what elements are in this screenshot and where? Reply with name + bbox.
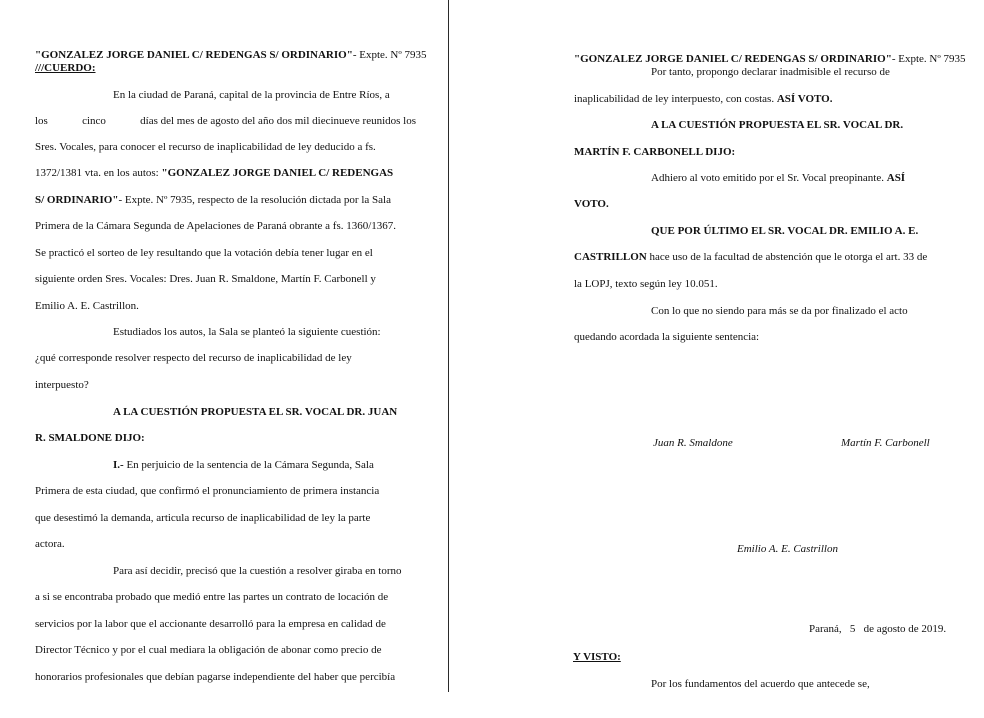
text-line: Estudiados los autos, la Sala se planteó la siguiente cuestión: <box>113 326 381 338</box>
text-line: siguiente orden Sres. Vocales: Dres. Juan R. Smaldone, Martín F. Carbonell y <box>35 273 376 285</box>
text-line: Se practicó el sorteo de ley resultando que la votación debía tener lugar en el <box>35 247 373 259</box>
signature-carbonell: Martín F. Carbonell <box>841 437 930 449</box>
text-run: inaplicabilidad de ley interpuesto, con costas. <box>574 93 777 105</box>
section-number: I.- <box>113 459 124 471</box>
case-expte: - Expte. Nº 7935 <box>352 49 427 61</box>
signature-castrillon: Emilio A. E. Castrillon <box>737 543 838 555</box>
text-line <box>35 166 393 180</box>
text-run: hace uso de la facultad de abstención que le otorga el art. 33 de <box>646 251 928 263</box>
case-title-inline: S/ ORDINARIO" <box>35 194 119 206</box>
text-line: quedando acordada la siguiente sentencia: <box>574 331 760 343</box>
vote-statement: ASÍ <box>886 172 906 184</box>
text-line: servicios por la labor que el accionante desarrolló para la empresa en calidad de <box>35 618 386 630</box>
vocal-name: CASTRILLON <box>574 251 647 263</box>
text-word: días del mes de agosto del año dos mil diecinueve reunidos los <box>140 115 416 127</box>
text-line: Para así decidir, precisó que la cuestión a resolver giraba en torno <box>113 565 402 577</box>
text-run: Adhiero al voto emitido por el Sr. Vocal preopinante. <box>651 172 887 184</box>
case-header <box>35 48 427 62</box>
visto-heading: Y VISTO: <box>573 651 621 663</box>
question-heading: QUE POR ÚLTIMO EL SR. VOCAL DR. EMILIO A. E. <box>651 225 919 237</box>
text-line <box>574 92 832 106</box>
question-heading: A LA CUESTIÓN PROPUESTA EL SR. VOCAL DR. JUAN <box>113 406 398 418</box>
case-title: "GONZALEZ JORGE DANIEL C/ REDENGAS S/ ORDINARIO" <box>574 53 892 65</box>
text-line: Sres. Vocales, para conocer el recurso de inaplicabilidad de ley deducido a fs. <box>35 141 376 153</box>
text-word: los <box>35 115 48 127</box>
document-page-left <box>0 0 448 718</box>
text-line <box>651 171 905 185</box>
text-line: que desestimó la demanda, articula recurso de inaplicabilidad de ley la parte <box>35 512 371 524</box>
acuerdo-heading: ///CUERDO: <box>35 62 96 74</box>
question-heading: A LA CUESTIÓN PROPUESTA EL SR. VOCAL DR. <box>651 119 904 131</box>
signature-smaldone: Juan R. Smaldone <box>653 437 733 449</box>
text-word: cinco <box>82 115 106 127</box>
text-line: a si se encontraba probado que medió entre las partes un contrato de locación de <box>35 591 389 603</box>
text-line: Con lo que no siendo para más se da por finalizado el acto <box>651 305 908 317</box>
text-line <box>35 114 416 128</box>
text-line: honorarios profesionales que debían pagarse independiente del haber que percibía <box>35 671 396 683</box>
text-line: Emilio A. E. Castrillon. <box>35 300 139 312</box>
question-heading: MARTÍN F. CARBONELL DIJO: <box>574 146 736 158</box>
text-line <box>113 458 374 472</box>
case-header <box>574 52 966 66</box>
text-run: 1372/1381 vta. en los autos: <box>35 167 162 179</box>
text-line: Por los fundamentos del acuerdo que antecede se, <box>651 678 870 690</box>
case-expte: - Expte. Nº 7935 <box>891 53 966 65</box>
vote-statement: ASÍ VOTO. <box>776 93 833 105</box>
document-page-right <box>450 0 984 718</box>
text-line: interpuesto? <box>35 379 89 391</box>
text-line: Primera de esta ciudad, que confirmó el pronunciamiento de primera instancia <box>35 485 380 497</box>
text-line: Director Técnico y por el cual mediara la obligación de abonar como precio de <box>35 644 382 656</box>
text-line: En la ciudad de Paraná, capital de la provincia de Entre Ríos, a <box>113 89 390 101</box>
text-line: ¿qué corresponde resolver respecto del recurso de inaplicabilidad de ley <box>35 352 352 364</box>
text-line: Primera de la Cámara Segunda de Apelaciones de Paraná obrante a fs. 1360/1367. <box>35 220 397 232</box>
text-run: - Expte. Nº 7935, respecto de la resolución dictada por la Sala <box>118 194 391 206</box>
text-line: la LOPJ, texto según ley 10.051. <box>574 278 718 290</box>
text-run: En perjuicio de la sentencia de la Cámara Segunda, Sala <box>123 459 374 471</box>
text-line <box>574 250 927 264</box>
case-title: "GONZALEZ JORGE DANIEL C/ REDENGAS S/ ORDINARIO" <box>35 49 353 61</box>
text-line <box>35 193 391 207</box>
text-line: actora. <box>35 538 65 550</box>
page-divider <box>448 0 449 692</box>
case-title-inline: "GONZALEZ JORGE DANIEL C/ REDENGAS <box>161 167 394 179</box>
question-heading: R. SMALDONE DIJO: <box>35 432 145 444</box>
vote-statement: VOTO. <box>574 198 609 210</box>
date-line: Paraná, 5 de agosto de 2019. <box>809 623 947 635</box>
text-line: Por tanto, propongo declarar inadmisible el recurso de <box>651 66 890 78</box>
